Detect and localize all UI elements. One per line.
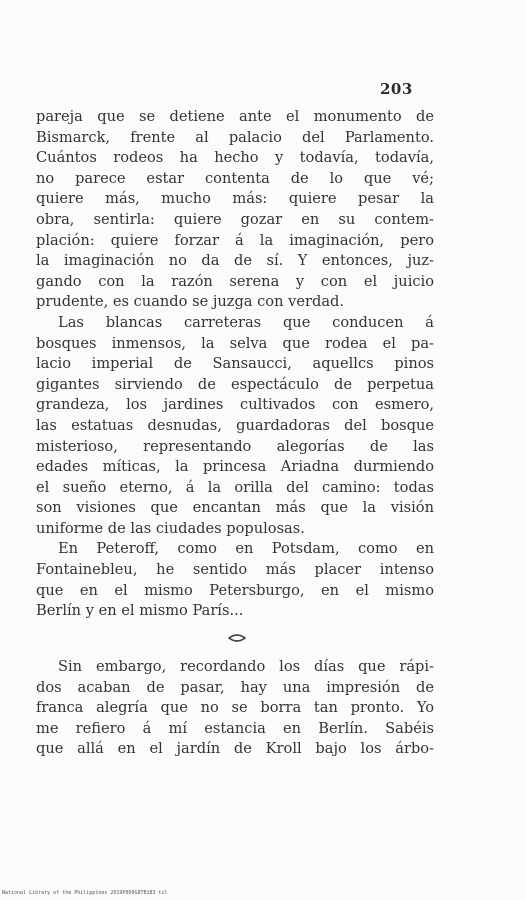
text-line: grandeza, los jardines cultivados con esmero,: [36, 396, 434, 414]
text-line: pareja que se detiene ante el monumento de: [36, 108, 434, 125]
text-line: no parece estar contenta de lo que vé;: [36, 169, 434, 187]
page-number: 203: [380, 80, 413, 98]
text-line: prudente, es cuando se juzga con verdad.: [36, 293, 345, 311]
paragraph-2: [36, 313, 434, 540]
text-line: Cuántos rodeos ha hecho y todavía, todavía,: [36, 149, 434, 167]
text-line: la imaginación no da de sí. Y entonces, juz-: [36, 252, 434, 270]
text-line: Berlín y en el mismo París...: [36, 602, 244, 620]
paragraph-4: [36, 657, 434, 760]
text-line: que en el mismo Petersburgo, en el mismo: [36, 581, 434, 599]
text-line: misterioso, representando alegorías de las: [36, 437, 434, 455]
text-line: gigantes sirviendo de espectáculo de perpetua: [36, 375, 434, 393]
text-block-upper: [36, 107, 434, 622]
text-line: son visiones que encantan más que la visión: [36, 499, 434, 517]
paragraph-1: [36, 107, 434, 313]
text-line: Fontainebleu, he sentido más placer intenso: [36, 561, 434, 579]
text-line: edades míticas, la princesa Ariadna durmiendo: [36, 458, 434, 476]
text-line: gando con la razón serena y con el juicio: [36, 272, 434, 290]
text-line: uniforme de las ciudades populosas.: [36, 519, 305, 537]
text-line: que allá en el jardín de Kroll bajo los árbo-: [36, 740, 434, 758]
section-ornament-icon: [227, 633, 247, 645]
text-line: obra, sentirla: quiere gozar en su contem-: [36, 210, 434, 228]
scan-footer: National Library of the Philippines 2019P000G8TB183 til: [2, 890, 168, 896]
text-block-lower: [36, 657, 434, 760]
text-line: Bismarck, frente al palacio del Parlamento.: [36, 128, 434, 146]
text-line: Sin embargo, recordando los días que rápi-: [58, 658, 434, 675]
text-line: el sueño eterno, á la orilla del camino: todas: [36, 478, 434, 496]
text-line: me refiero á mí estancia en Berlín. Sabéis: [36, 719, 434, 737]
text-line: En Peteroff, como en Potsdam, como en: [58, 540, 434, 558]
text-line: franca alegría que no se borra tan pronto. Yo: [36, 699, 434, 717]
paragraph-3: [36, 539, 434, 621]
text-line: plación: quiere forzar á la imaginación, pero: [36, 231, 434, 249]
text-line: quiere más, mucho más: quiere pesar la: [36, 190, 434, 208]
text-line: las estatuas desnudas, guardadoras del bosque: [36, 416, 434, 434]
text-line: lacio imperial de Sansaucci, aquellcs pinos: [36, 355, 434, 373]
text-line: dos acaban de pasar, hay una impresión de: [36, 678, 434, 696]
text-line: Las blancas carreteras que conducen á: [58, 313, 434, 331]
text-line: bosques inmensos, la selva que rodea el pa-: [36, 334, 434, 352]
